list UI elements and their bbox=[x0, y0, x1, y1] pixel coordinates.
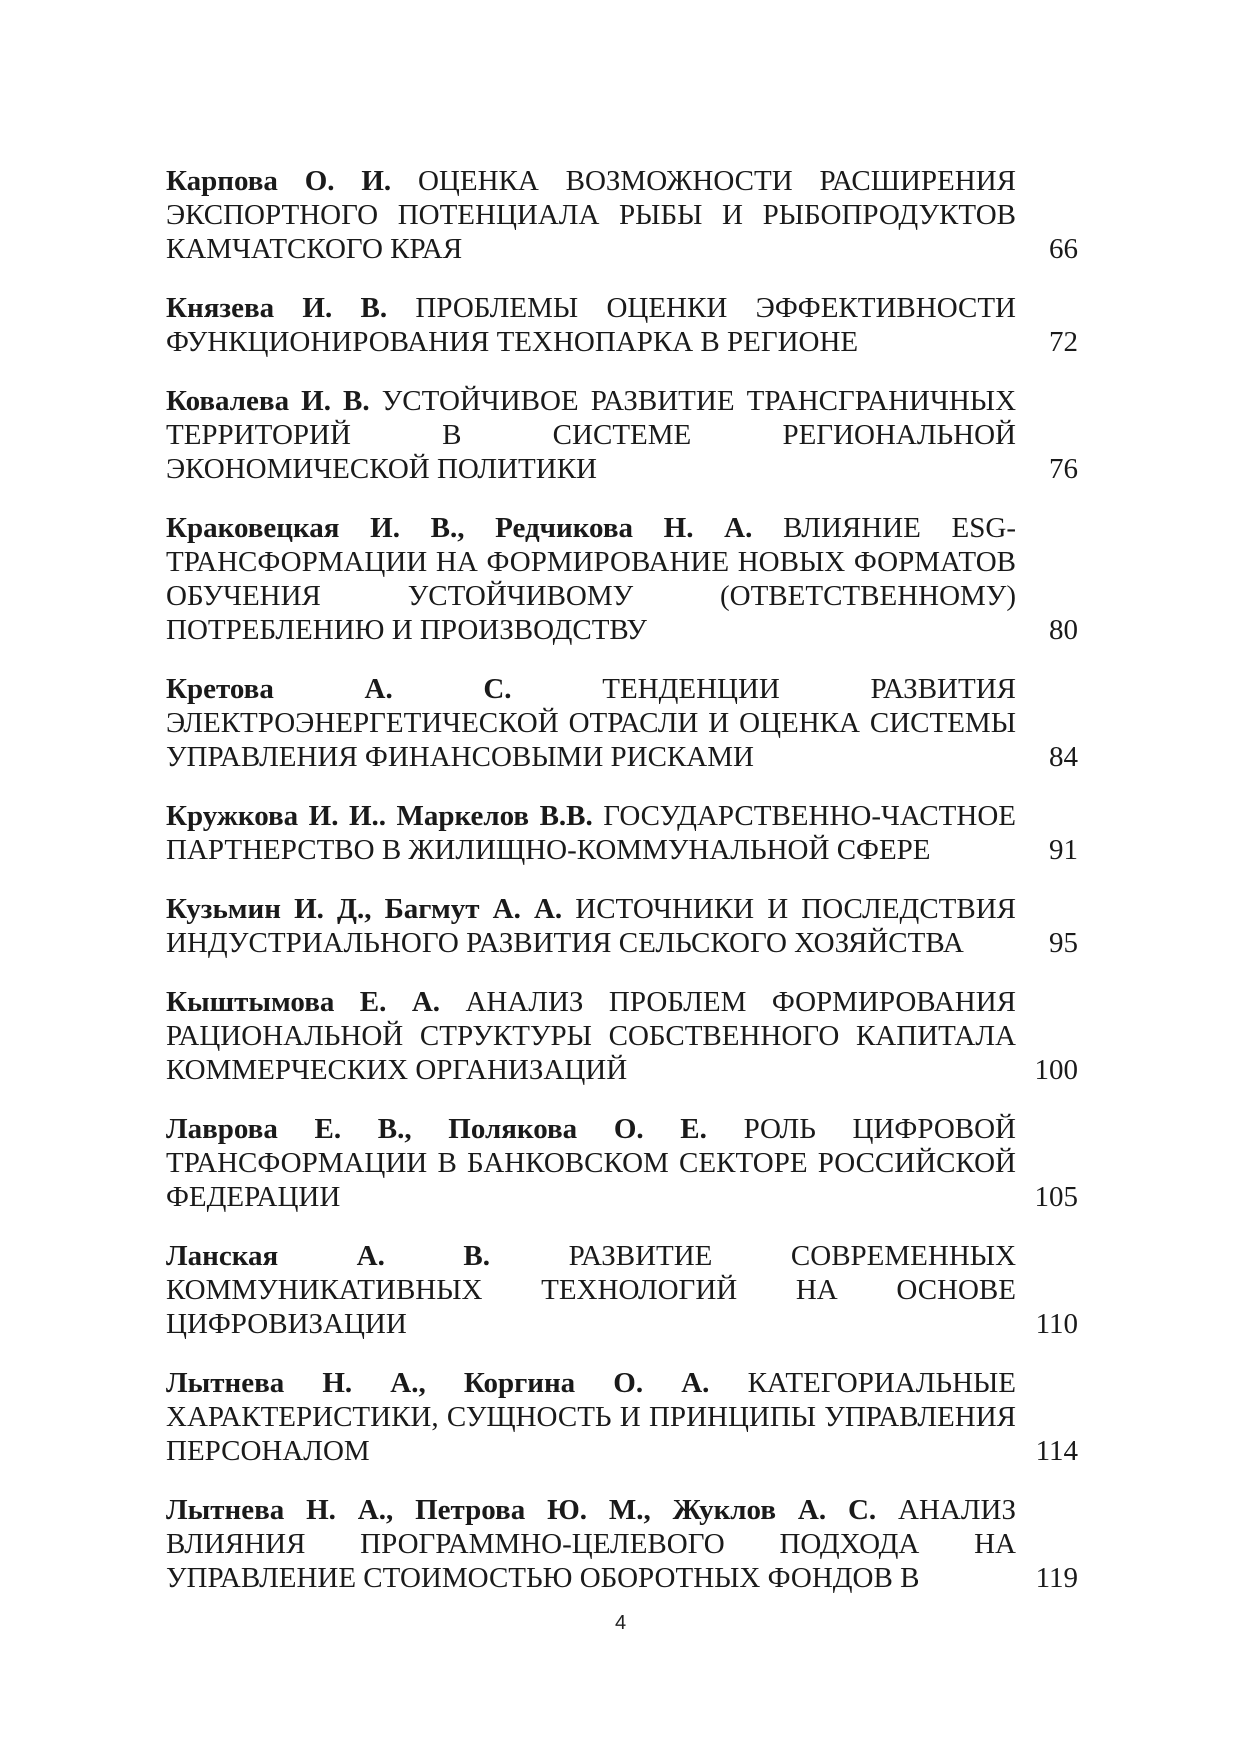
toc-entry-title: ГОСУДАРСТВЕННО-ЧАСТНОЕ ПАРТНЕРСТВО В ЖИЛИЩНО-КОММУНАЛЬНОЙ СФЕРЕ bbox=[166, 800, 1016, 866]
toc-entry-authors: Краковецкая И. В., Редчикова Н. А. bbox=[166, 512, 753, 544]
toc-entry-title: ПРОБЛЕМЫ ОЦЕНКИ ЭФФЕКТИВНОСТИ ФУНКЦИОНИРОВАНИЯ ТЕХНОПАРКА В РЕГИОНЕ bbox=[166, 292, 1016, 358]
toc-entry bbox=[166, 1239, 1078, 1341]
toc-entry-title: РАЗВИТИЕ СОВРЕМЕННЫХ КОММУНИКАТИВНЫХ ТЕХНОЛОГИЙ НА ОСНОВЕ ЦИФРОВИЗАЦИИ bbox=[166, 1240, 1017, 1340]
toc-entry-text bbox=[166, 1112, 1016, 1214]
toc-entry-page: 95 bbox=[1049, 927, 1078, 959]
toc-entry-text bbox=[166, 672, 1016, 774]
toc-entry-text bbox=[166, 799, 1016, 867]
toc-entry-text bbox=[166, 1239, 1016, 1341]
toc-entry-authors: Ланская А. В. bbox=[166, 1240, 491, 1272]
toc-entry-authors: Кузьмин И. Д., Багмут А. А. bbox=[166, 893, 563, 925]
toc-entry-page: 72 bbox=[1049, 326, 1078, 358]
toc-entry bbox=[166, 799, 1078, 867]
toc-entry-authors: Кружкова И. И.. Маркелов В.В. bbox=[166, 800, 593, 832]
toc-entry-page: 76 bbox=[1049, 453, 1078, 485]
toc-entry bbox=[166, 291, 1078, 359]
toc-entry-title: ОЦЕНКА ВОЗМОЖНОСТИ РАСШИРЕНИЯ ЭКСПОРТНОГО ПОТЕНЦИАЛА РЫБЫ И РЫБОПРОДУКТОВ КАМЧАТСКОГО КРАЯ bbox=[166, 165, 1016, 265]
toc-entry bbox=[166, 892, 1078, 960]
toc-entry-title: АНАЛИЗ ПРОБЛЕМ ФОРМИРОВАНИЯ РАЦИОНАЛЬНОЙ СТРУКТУРЫ СОБСТВЕННОГО КАПИТАЛА КОММЕРЧЕСКИХ ОРГАНИЗАЦИЙ bbox=[166, 986, 1016, 1086]
toc-entry-page: 66 bbox=[1049, 233, 1078, 265]
toc-entry-authors: Кретова А. С. bbox=[166, 673, 512, 705]
toc-entry-page: 105 bbox=[1034, 1181, 1078, 1213]
toc-entry-title: РОЛЬ ЦИФРОВОЙ ТРАНСФОРМАЦИИ В БАНКОВСКОМ СЕКТОРЕ РОССИЙСКОЙ ФЕДЕРАЦИИ bbox=[166, 1113, 1016, 1213]
toc-entry bbox=[166, 384, 1078, 486]
toc-entry-text bbox=[166, 1366, 1016, 1468]
toc-entry bbox=[166, 511, 1078, 647]
toc-entry-text bbox=[166, 892, 1016, 960]
page-number: 4 bbox=[614, 1612, 627, 1634]
toc-entry-page: 80 bbox=[1049, 614, 1078, 646]
toc-entry-authors: Лаврова Е. В., Полякова О. Е. bbox=[166, 1113, 707, 1145]
table-of-contents bbox=[166, 164, 1078, 1620]
toc-entry-title: КАТЕГОРИАЛЬНЫЕ ХАРАКТЕРИСТИКИ, СУЩНОСТЬ И ПРИНЦИПЫ УПРАВЛЕНИЯ ПЕРСОНАЛОМ bbox=[166, 1367, 1017, 1467]
toc-entry bbox=[166, 1493, 1078, 1595]
toc-entry bbox=[166, 1112, 1078, 1214]
toc-entry-page: 100 bbox=[1034, 1054, 1078, 1086]
toc-entry-text bbox=[166, 1493, 1016, 1595]
toc-entry-title: ИСТОЧНИКИ И ПОСЛЕДСТВИЯ ИНДУСТРИАЛЬНОГО РАЗВИТИЯ СЕЛЬСКОГО ХОЗЯЙСТВА bbox=[166, 893, 1017, 959]
toc-entry-title: АНАЛИЗ ВЛИЯНИЯ ПРОГРАММНО-ЦЕЛЕВОГО ПОДХОДА НА УПРАВЛЕНИЕ СТОИМОСТЬЮ ОБОРОТНЫХ ФОНДОВ В bbox=[166, 1494, 1016, 1594]
toc-entry-page: 91 bbox=[1049, 834, 1078, 866]
toc-entry-authors: Карпова О. И. bbox=[166, 165, 392, 197]
toc-entry-text bbox=[166, 291, 1016, 359]
toc-entry-authors: Ковалева И. В. bbox=[166, 385, 370, 417]
toc-entry-authors: Лытнева Н. А., Петрова Ю. М., Жуклов А. С. bbox=[166, 1494, 877, 1526]
toc-entry-authors: Кыштымова Е. А. bbox=[166, 986, 441, 1018]
toc-entry-page: 110 bbox=[1035, 1308, 1078, 1340]
toc-entry-page: 119 bbox=[1035, 1562, 1078, 1594]
toc-entry bbox=[166, 672, 1078, 774]
toc-entry-text bbox=[166, 384, 1016, 486]
toc-entry-authors: Князева И. В. bbox=[166, 292, 388, 324]
toc-entry-page: 114 bbox=[1035, 1435, 1078, 1467]
toc-entry-authors: Лытнева Н. А., Коргина О. А. bbox=[166, 1367, 710, 1399]
toc-entry-text bbox=[166, 164, 1016, 266]
toc-entry bbox=[166, 1366, 1078, 1468]
toc-entry-page: 84 bbox=[1049, 741, 1078, 773]
toc-entry-title: ВЛИЯНИЕ ESG-ТРАНСФОРМАЦИИ НА ФОРМИРОВАНИЕ НОВЫХ ФОРМАТОВ ОБУЧЕНИЯ УСТОЙЧИВОМУ (ОТВЕТСТВЕННОМУ) ПОТРЕБЛЕНИЮ И ПРОИЗВОДСТВУ bbox=[166, 512, 1016, 646]
toc-entry-title: УСТОЙЧИВОЕ РАЗВИТИЕ ТРАНСГРАНИЧНЫХ ТЕРРИТОРИЙ В СИСТЕМЕ РЕГИОНАЛЬНОЙ ЭКОНОМИЧЕСКОЙ ПОЛИТИКИ bbox=[166, 385, 1017, 485]
toc-entry-title: ТЕНДЕНЦИИ РАЗВИТИЯ ЭЛЕКТРОЭНЕРГЕТИЧЕСКОЙ ОТРАСЛИ И ОЦЕНКА СИСТЕМЫ УПРАВЛЕНИЯ ФИНАНСОВЫМИ РИСКАМИ bbox=[166, 673, 1016, 773]
toc-entry-text bbox=[166, 511, 1016, 647]
toc-entry-text bbox=[166, 985, 1016, 1087]
toc-entry bbox=[166, 164, 1078, 266]
toc-entry bbox=[166, 985, 1078, 1087]
